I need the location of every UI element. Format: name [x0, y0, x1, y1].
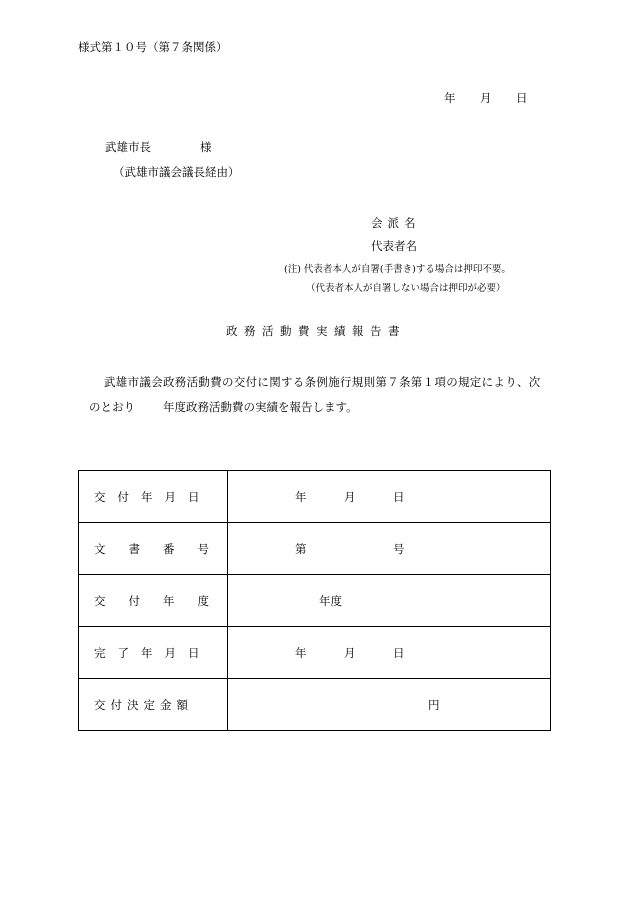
row-value-cell [228, 679, 551, 731]
faction-name-label: 会派名 [371, 216, 421, 230]
addressee-name: 武雄市長 [105, 140, 151, 154]
value-day: 日 [393, 645, 405, 660]
row-label-cell [79, 471, 228, 523]
value-number-prefix: 第 [295, 541, 307, 556]
value-year: 年 [295, 645, 307, 660]
row-label: 文書番号 [94, 541, 232, 556]
row-label: 交付決定金額 [94, 697, 193, 712]
signature-note-1: (注) 代表者本人が自署(手書き)する場合は押印不要。 [284, 264, 511, 275]
row-label: 交付年度 [94, 593, 232, 608]
body-line-1: 武雄市議会政務活動費の交付に関する条例施行規則第７条第１項の規定により、次 [104, 375, 541, 389]
addressee-via: （武雄市議会議長経由） [113, 165, 240, 179]
value-day: 日 [393, 489, 405, 504]
value-month: 月 [344, 489, 356, 504]
date-day-label: 日 [516, 91, 528, 105]
row-label: 完了年月日 [94, 645, 212, 660]
row-value-cell [228, 575, 551, 627]
row-label-cell [79, 523, 232, 575]
value-year: 年 [295, 489, 307, 504]
row-label-cell [79, 575, 232, 627]
row-value-cell [228, 627, 551, 679]
date-month-label: 月 [480, 91, 492, 105]
document-title: 政務活動費実績報告書 [226, 324, 406, 338]
value-yen: 円 [428, 697, 440, 712]
addressee-honorific: 様 [200, 140, 212, 154]
body-line-2 [89, 400, 358, 414]
row-value-cell [228, 523, 551, 575]
table-row [79, 575, 551, 627]
table-row [79, 679, 551, 731]
row-label: 交付年月日 [94, 489, 212, 504]
table-row [79, 471, 551, 523]
row-label-cell [79, 627, 228, 679]
table-row [79, 627, 551, 679]
body-line-2-end: 年度政務活動費の実績を報告します。 [163, 400, 358, 414]
row-label-cell [79, 679, 228, 731]
row-value-cell [228, 471, 551, 523]
form-number: 様式第１０号（第７条関係） [78, 40, 228, 54]
value-number-suffix: 号 [393, 541, 405, 556]
body-line-2-start: のとおり [89, 400, 135, 414]
value-month: 月 [344, 645, 356, 660]
report-table [78, 470, 551, 731]
table-row [79, 523, 551, 575]
value-fiscal-year: 年度 [319, 593, 342, 608]
date-year-label: 年 [444, 91, 456, 105]
representative-name-label: 代表者名 [371, 239, 417, 253]
signature-note-2: （代表者本人が自署しない場合は押印が必要） [306, 283, 506, 294]
addressee [105, 140, 212, 154]
